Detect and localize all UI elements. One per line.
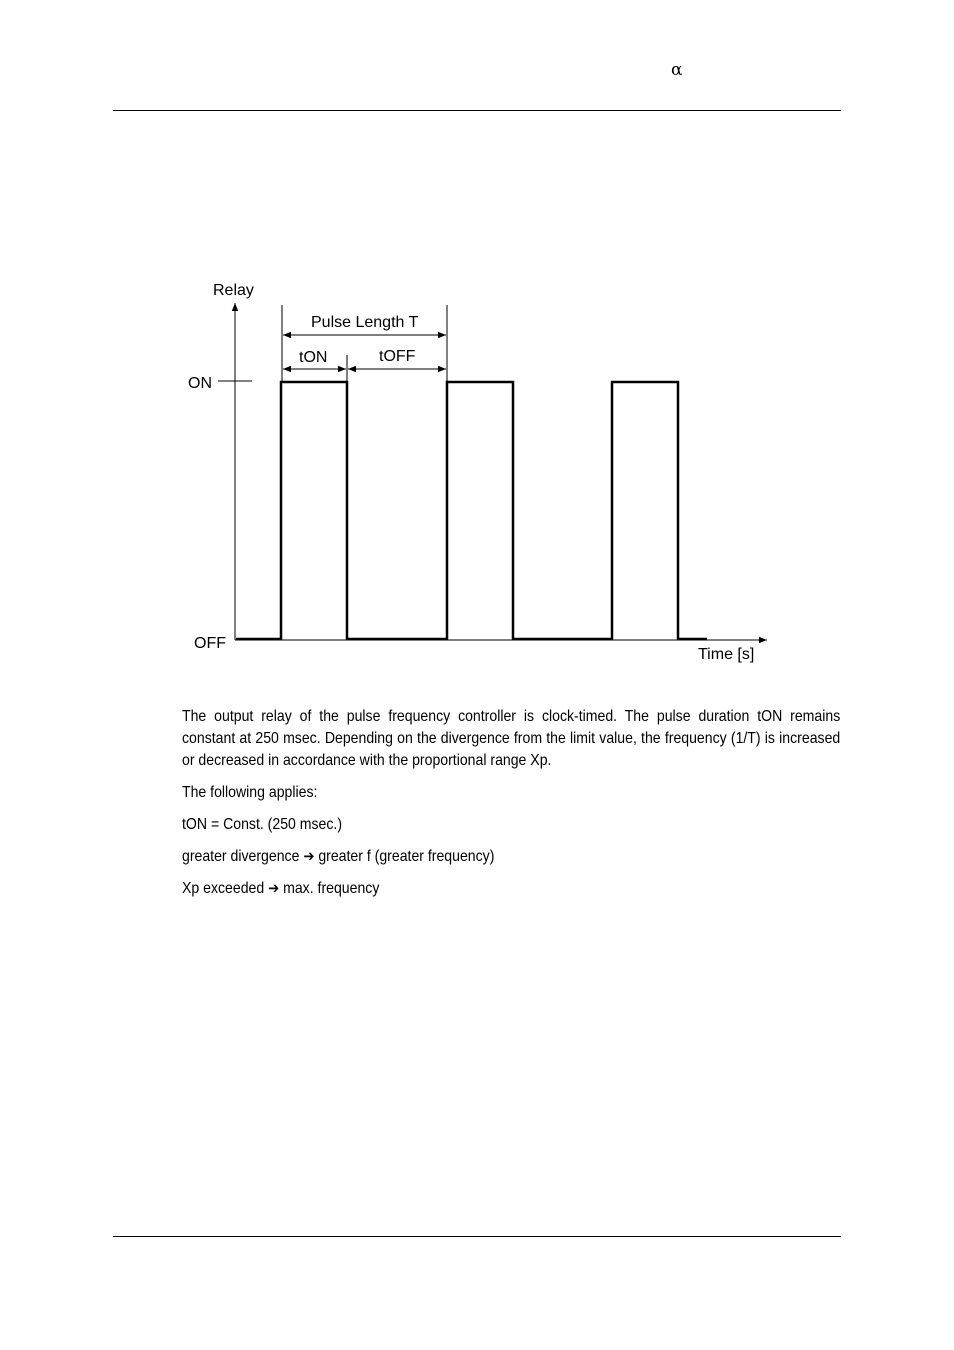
- rule-xp-exceeded: [182, 877, 761, 900]
- right-arrow-icon: ➔: [268, 879, 280, 897]
- rule-xp-condition: Xp exceeded: [182, 880, 265, 897]
- period-label: Pulse Length T: [311, 314, 419, 331]
- on-level-label: ON: [188, 375, 212, 392]
- toff-label: tOFF: [379, 348, 416, 365]
- pulse-waveform: [236, 382, 707, 639]
- header-mark: α: [671, 60, 683, 80]
- x-axis-label: Time [s]: [698, 646, 755, 663]
- rule-divergence-result: greater f (greater frequency): [318, 848, 495, 865]
- y-axis-label: Relay: [213, 282, 254, 299]
- applies-line: The following applies:: [182, 784, 318, 801]
- rule-ton-const: tON = Const. (250 msec.): [182, 816, 343, 833]
- rule-xp-result: max. frequency: [283, 880, 380, 897]
- footer-rule: [113, 1236, 841, 1237]
- off-level-label: OFF: [194, 635, 226, 652]
- rule-divergence-condition: greater divergence: [182, 848, 300, 865]
- description-paragraph: The output relay of the pulse frequency controller is clock-timed. The pulse duration tON remains constant at 250 msec. Depending on the divergence from the limit value, the frequency (1/T) is increased or decreased in accordance with the proportional range Xp.: [182, 708, 841, 769]
- ton-label: tON: [299, 349, 328, 366]
- right-arrow-icon: ➔: [303, 847, 315, 865]
- rule-divergence: [182, 845, 761, 868]
- body-text: [182, 706, 841, 900]
